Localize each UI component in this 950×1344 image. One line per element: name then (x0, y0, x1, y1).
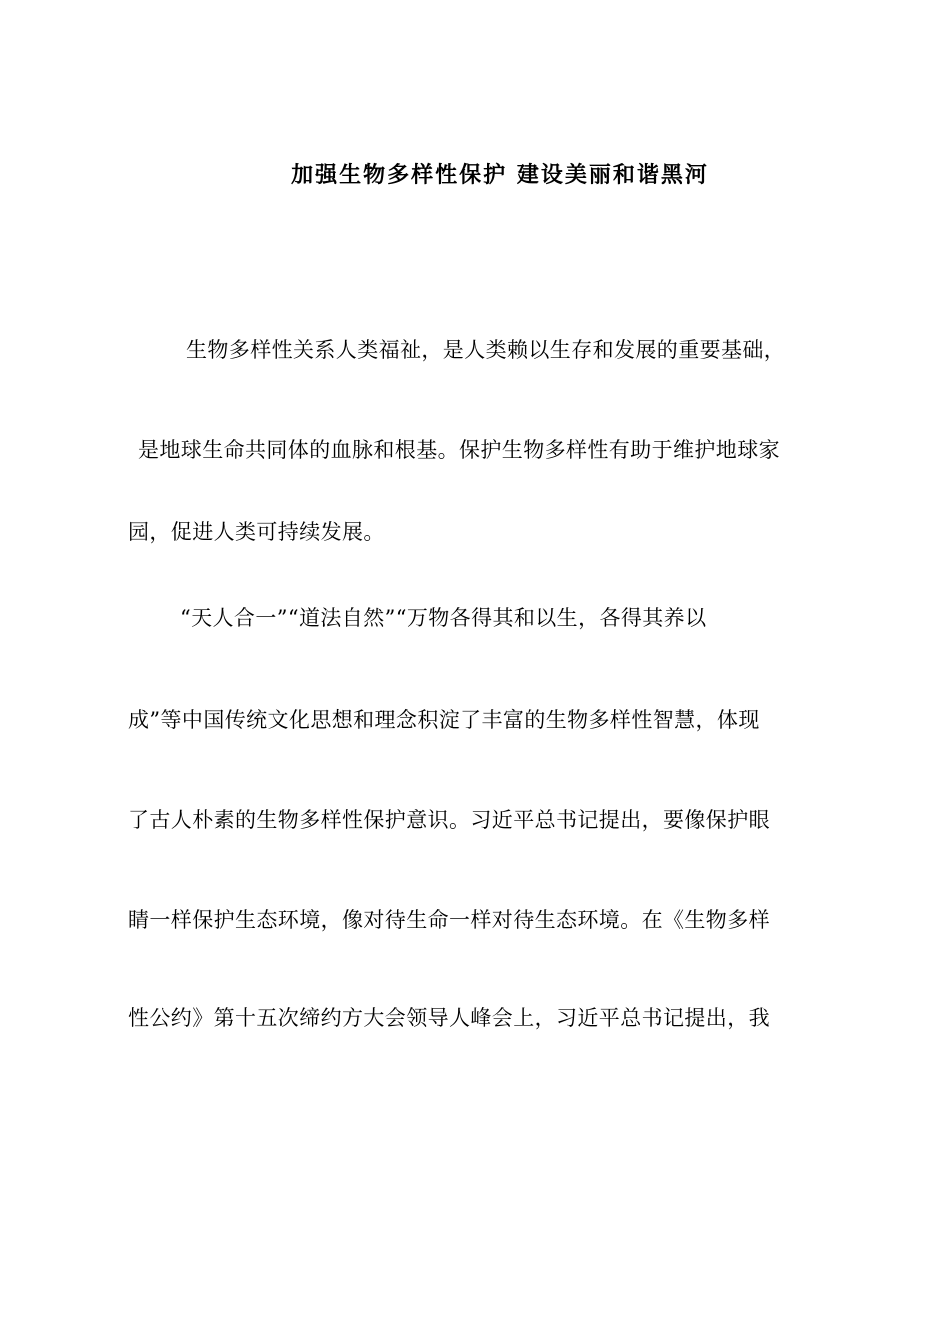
paragraph-line: 园，促进人类可持续发展。 (128, 520, 385, 544)
paragraph-line: 性公约》第十五次缔约方大会领导人峰会上，习近平总书记提出，我 (128, 1006, 770, 1030)
paragraph-line: 生物多样性关系人类福祉，是人类赖以生存和发展的重要基础， (186, 338, 786, 362)
paragraph-line: 成”等中国传统文化思想和理念积淀了丰富的生物多样性智慧，体现 (128, 708, 760, 732)
paragraph-line: “天人合一”“道法自然”“万物各得其和以生，各得其养以 (180, 606, 707, 630)
paragraph-line: 睛一样保护生态环境，像对待生命一样对待生态环境。在《生物多样 (128, 908, 770, 932)
document-title: 加强生物多样性保护 建设美丽和谐黑河 (291, 162, 709, 188)
paragraph-line: 了古人朴素的生物多样性保护意识。习近平总书记提出，要像保护眼 (128, 808, 770, 832)
paragraph-line: 是地球生命共同体的血脉和根基。保护生物多样性有助于维护地球家 (138, 438, 780, 462)
